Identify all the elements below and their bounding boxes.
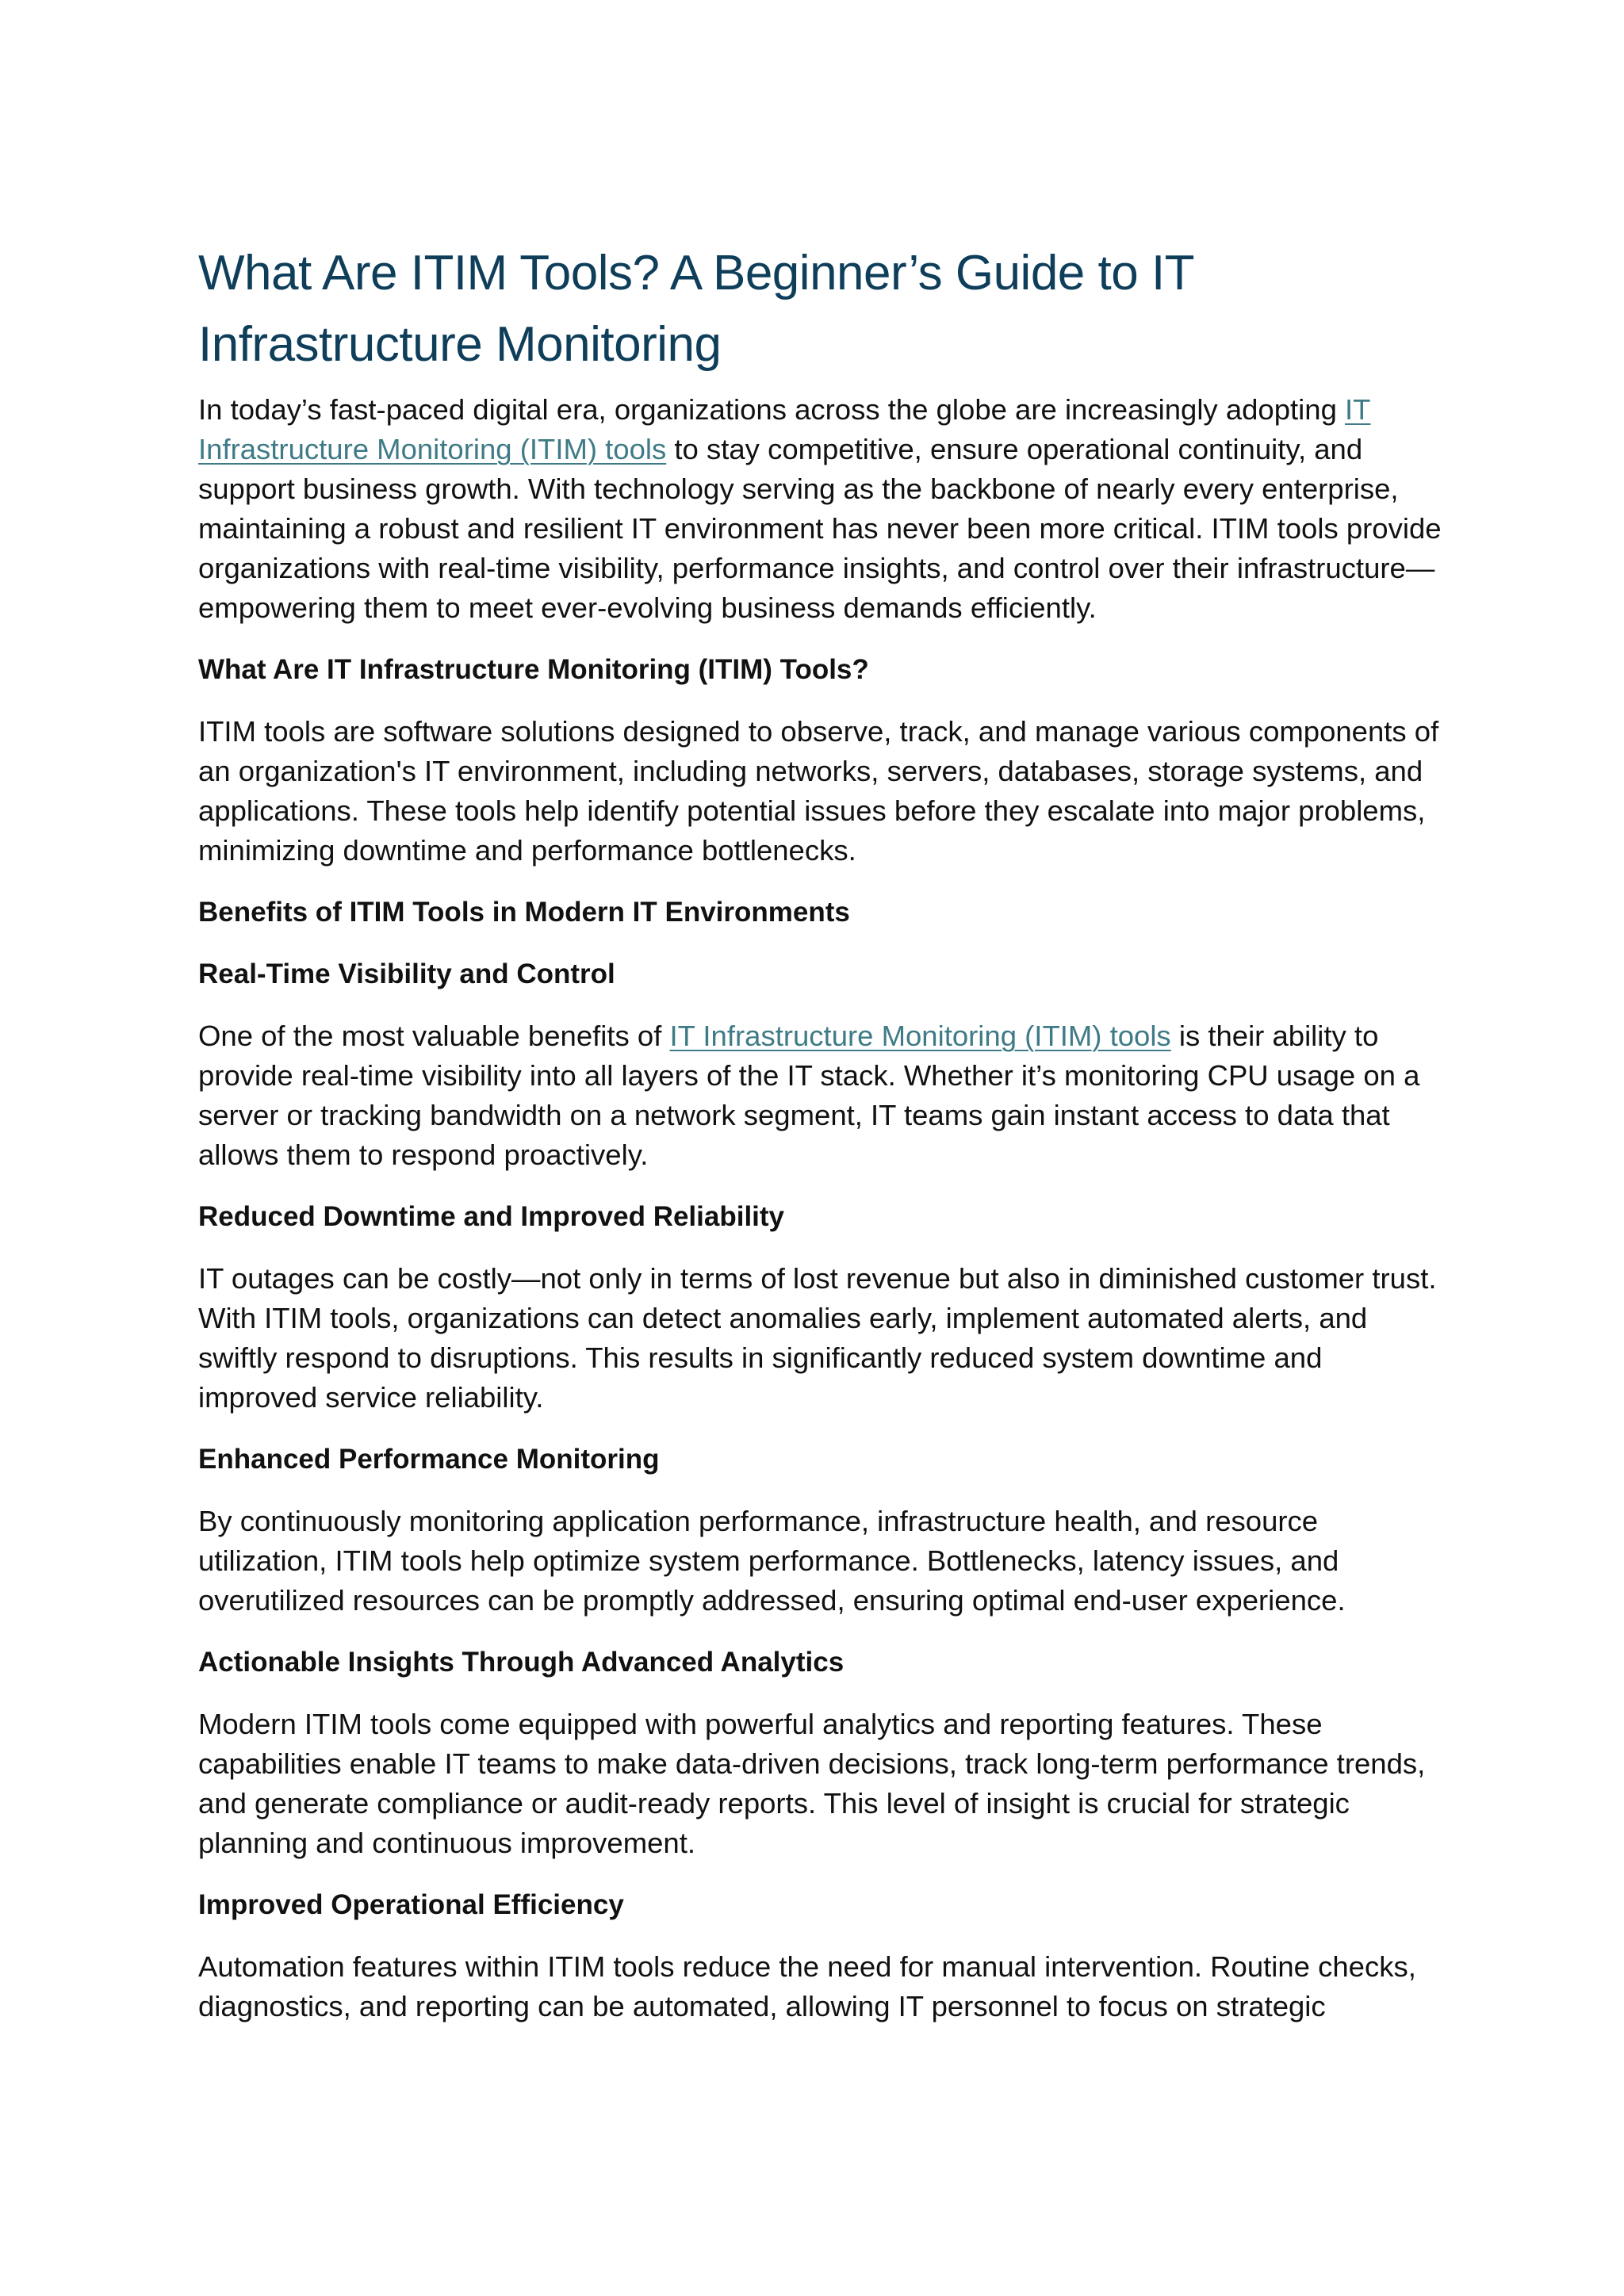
- subheading-reduced-downtime: Reduced Downtime and Improved Reliability: [198, 1201, 785, 1232]
- section-heading-what-are-itim: What Are IT Infrastructure Monitoring (ITIM) Tools?: [198, 654, 869, 685]
- analytics-paragraph: Modern ITIM tools come equipped with powerful analytics and reporting features. These capabilities enable IT teams to make data-driven decisions, track long-term performance trends, and generate compliance or audit-ready reports. This level of insight is crucial for strategic planning and continuous improvement.: [198, 1708, 1426, 1859]
- page-title: What Are ITIM Tools? A Beginner’s Guide to IT Infrastructure Monitoring: [198, 246, 1193, 372]
- visibility-text-end: is their ability to provide real-time visibility into all layers of the IT stack. Whether it’s monitoring CPU usage on a server or tracking bandwidth on a network segment, IT teams gain instant access to data that allows them to respond proactively.: [198, 1020, 1420, 1171]
- itim-tools-link[interactable]: IT Infrastructure Monitoring (ITIM) tools: [198, 393, 1371, 465]
- subheading-operational-efficiency: Improved Operational Efficiency: [198, 1889, 624, 1920]
- itim-tools-link-2[interactable]: IT Infrastructure Monitoring (ITIM) tools: [669, 1020, 1171, 1052]
- what-are-itim-paragraph: ITIM tools are software solutions designed to observe, track, and manage various components of an organization's IT environment, including networks, servers, databases, storage systems, and applications. These tools help identify potential issues before they escalate into major problems, minimizing downtime and performance bottlenecks.: [198, 715, 1439, 867]
- efficiency-paragraph: Automation features within ITIM tools reduce the need for manual intervention. Routine checks, diagnostics, and reporting can be automated, allowing IT personnel to focus on strategic: [198, 1950, 1416, 2022]
- intro-paragraph: [198, 390, 1443, 628]
- intro-text-end: to stay competitive, ensure operational continuity, and support business growth. With technology serving as the backbone of nearly every enterprise, maintaining a robust and resilient IT environment has never been more critical. ITIM tools provide organizations with real-time visibility, performance insights, and control over their infrastructure—empowering them to meet ever-evolving business demands efficiently.: [198, 433, 1442, 624]
- visibility-paragraph: [198, 1016, 1443, 1175]
- document-page: [198, 238, 1443, 2049]
- subheading-advanced-analytics: Actionable Insights Through Advanced Analytics: [198, 1647, 845, 1678]
- section-heading-benefits: Benefits of ITIM Tools in Modern IT Environments: [198, 897, 850, 928]
- performance-paragraph: By continuously monitoring application performance, infrastructure health, and resource utilization, ITIM tools help optimize system performance. Bottlenecks, latency issues, and overutilized resources can be promptly addressed, ensuring optimal end-user experience.: [198, 1505, 1346, 1617]
- subheading-performance-monitoring: Enhanced Performance Monitoring: [198, 1444, 660, 1475]
- visibility-text-start: One of the most valuable benefits of: [198, 1020, 670, 1052]
- intro-text-start: In today’s fast-paced digital era, organizations across the globe are increasingly adopting: [198, 393, 1346, 426]
- downtime-paragraph: IT outages can be costly—not only in terms of lost revenue but also in diminished customer trust. With ITIM tools, organizations can detect anomalies early, implement automated alerts, and swiftly respond to disruptions. This results in significantly reduced system downtime and improved service reliability.: [198, 1262, 1437, 1414]
- subheading-real-time-visibility: Real-Time Visibility and Control: [198, 959, 615, 989]
